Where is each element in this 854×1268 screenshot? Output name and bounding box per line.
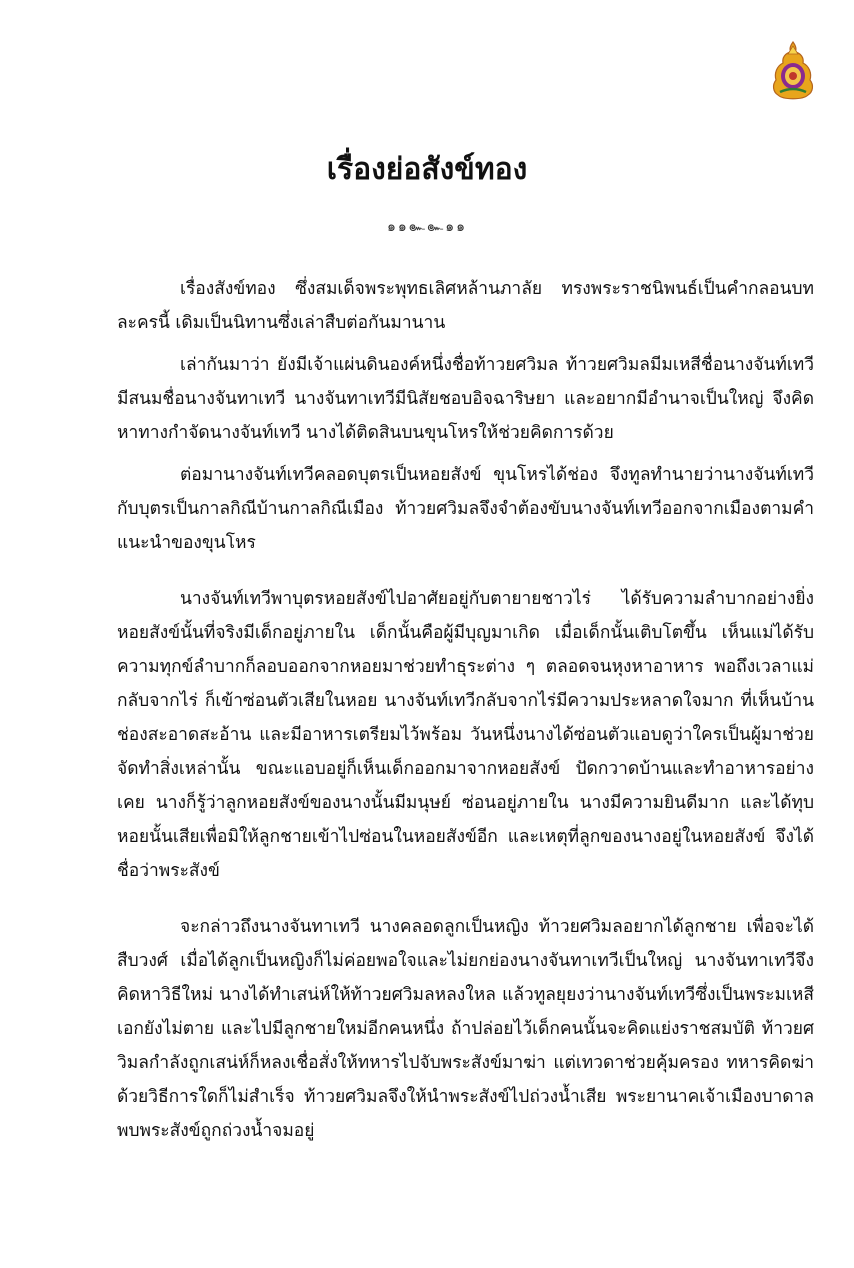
paragraph: นางจันท์เทวีพาบุตรหอยสังข์ไปอาศัยอยู่กับตายายชาวไร่ ได้รับความลำบากอย่างยิ่ง หอยสังข์นั้นที่จริงมีเด็กอยู่ภายใน เด็กนั้นคือผู้มีบุญมาเกิด เมื่อเด็กนั้นเติบโตขึ้น เห็นแม่ได้รับความทุกข์ลำบากก็ลอบออกจากหอยมาช่วยทำธุระต่าง ๆ ตลอดจนหุงหาอาหาร พอถึงเวลาแม่กลับจากไร่ ก็เข้าซ่อนตัวเสียในหอย นางจันท์เทวีกลับจากไร่มีความประหลาดใจมาก ที่เห็นบ้านช่องสะอาดสะอ้าน และมีอาหารเตรียมไว้พร้อม วันหนึ่งนางได้ซ่อนตัวแอบดูว่าใครเป็นผู้มาช่วยจัดทำสิ่งเหล่านั้น ขณะแอบอยู่ก็เห็นเด็กออกมาจากหอยสังข์ ปัดกวาดบ้านและทำอาหารอย่างเคย นางก็รู้ว่าลูกหอยสังข์ของนางนั้นมีมนุษย์ ซ่อนอยู่ภายใน นางมีความยินดีมาก และได้ทุบหอยนั้นเสียเพื่อมิให้ลูกชายเข้าไปซ่อนในหอยสังข์อีก และเหตุที่ลูกของนางอยู่ในหอยสังข์ จึงได้ชื่อว่าพระสังข์	[117, 589, 814, 881]
paragraph: ต่อมานางจันท์เทวีคลอดบุตรเป็นหอยสังข์ ขุนโหรได้ช่อง จึงทูลทำนายว่านางจันท์เทวีกับบุตรเป็นกาลกิณีบ้านกาลกิณีเมือง ท้าวยศวิมลจึงจำต้องขับนางจันท์เทวีออกจากเมืองตามคำแนะนำของขุนโหร	[117, 465, 814, 553]
story-body	[117, 272, 814, 1148]
paragraph: เรื่องสังข์ทอง ซึ่งสมเด็จพระพุทธเลิศหล้านภาลัย ทรงพระราชนิพนธ์เป็นคำกลอนบทละครนี้ เดิมเป็นนิทานซึ่งเล่าสืบต่อกันมานาน	[117, 279, 814, 333]
paragraph: เล่ากันมาว่า ยังมีเจ้าแผ่นดินองค์หนึ่งชื่อท้าวยศวิมล ท้าวยศวิมลมีมเหสีชื่อนางจันท์เทวี มีสนมชื่อนางจันทาเทวี นางจันทาเทวีมีนิสัยชอบอิจฉาริษยา และอยากมีอำนาจเป็นใหญ่ จึงคิดหาทางกำจัดนางจันท์เทวี นางได้ติดสินบนขุนโหรให้ช่วยคิดการด้วย	[117, 355, 814, 443]
paragraph: จะกล่าวถึงนางจันทาเทวี นางคลอดลูกเป็นหญิง ท้าวยศวิมลอยากได้ลูกชาย เพื่อจะได้สืบวงศ์ เมื่อได้ลูกเป็นหญิงก็ไม่ค่อยพอใจและไม่ยกย่องนางจันทาเทวีเป็นใหญ่ นางจันทาเทวีจึงคิดหาวิธีใหม่ นางได้ทำเสน่ห์ให้ท้าวยศวิมลหลงใหล แล้วทูลยุยงว่านางจันท์เทวีซึ่งเป็นพระมเหสีเอกยังไม่ตาย และไปมีลูกชายใหม่อีกคนหนึ่ง ถ้าปล่อยไว้เด็กคนนั้นจะคิดแย่งราชสมบัติ ท้าวยศวิมลกำลังถูกเสน่ห์ก็หลงเชื่อสั่งให้ทหารไปจับพระสังข์มาฆ่า แต่เทวดาช่วยคุ้มครอง ทหารคิดฆ่าด้วยวิธีการใดก็ไม่สำเร็จ ท้าวยศวิมลจึงให้นำพระสังข์ไปถ่วงน้ำเสีย พระยานาคเจ้าเมืองบาดาลพบพระสังข์ถูกถ่วงน้ำจมอยู่	[117, 917, 814, 1141]
royal-emblem-icon	[770, 40, 816, 102]
page-title: เรื่องย่อสังข์ทอง	[326, 152, 528, 187]
ornament-divider: ๑๑๛๛๑๑	[387, 219, 467, 235]
